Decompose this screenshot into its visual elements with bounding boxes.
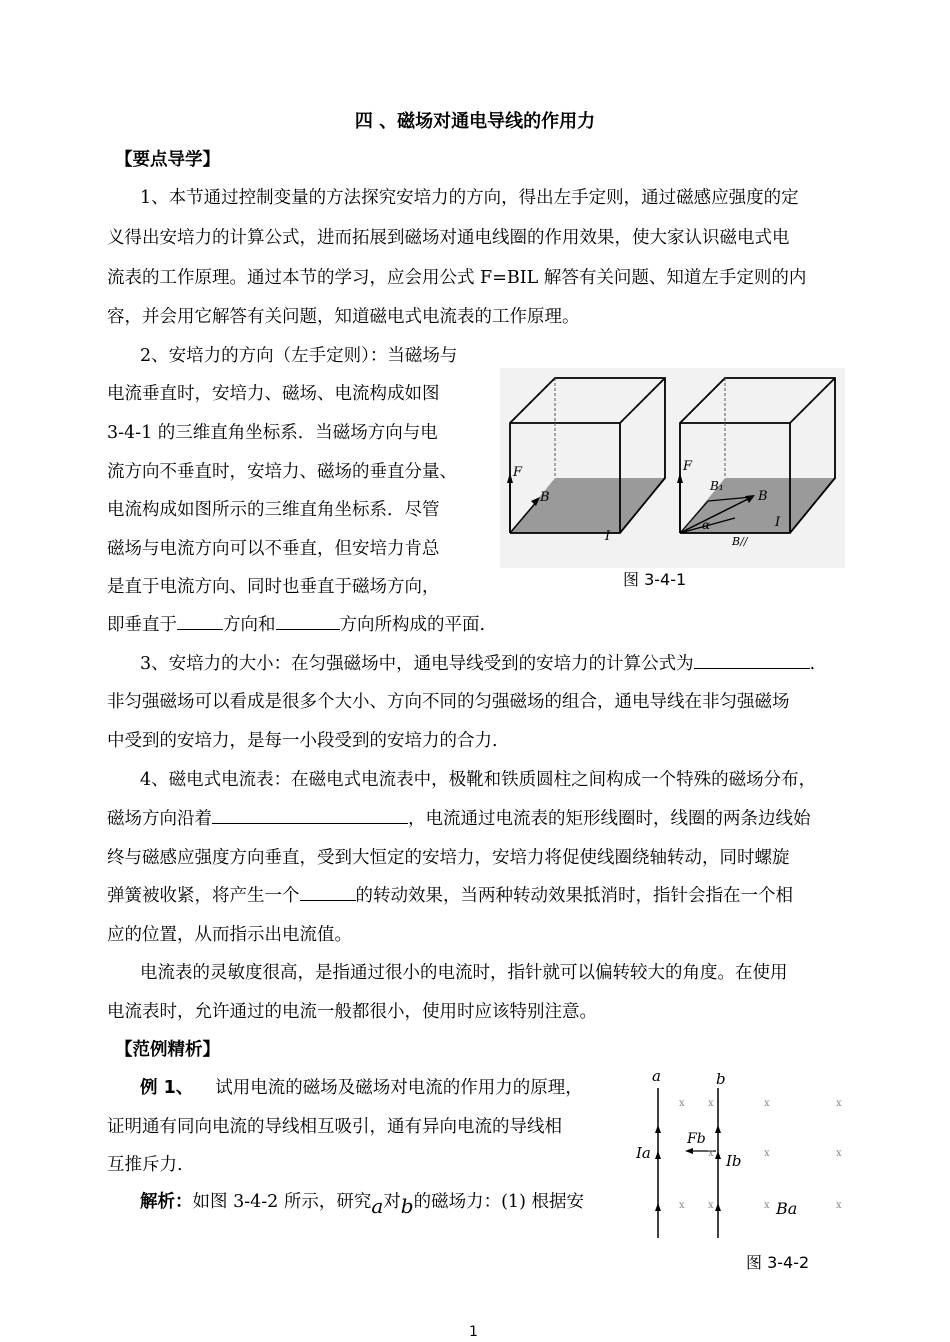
paragraph-line: 2、安培力的方向（左手定则）：当磁场与 [140, 346, 458, 366]
figure-caption: 图 3-4-1 [623, 570, 687, 589]
paragraph-line: 终与磁感应强度方向垂直，受到大恒定的安培力，安培力将促使线圈绕轴转动，同时螺旋 [107, 848, 790, 868]
current-label-Ia: Ia [636, 1144, 651, 1162]
paragraph-line: 非匀强磁场可以看成是很多个大小、方向不同的匀强磁场的组合，通电导线在非匀强磁场 [107, 692, 790, 712]
field-component-Bn: B// [732, 535, 748, 548]
svg-text:x: x [679, 1098, 685, 1109]
paragraph-line: 义得出安培力的计算公式，进而拓展到磁场对通电线圈的作用效果，使大家认识磁电式电 [107, 228, 790, 248]
paragraph-line: 容，并会用它解答有关问题，知道磁电式电流表的工作原理。 [107, 307, 580, 327]
paragraph-line: 是直于电流方向、同时也垂直于磁场方向， [107, 577, 440, 597]
figure-3-4-2 [630, 1068, 850, 1240]
force-label-Fb: Fb [687, 1131, 706, 1147]
field-label-B: B [758, 489, 768, 504]
solution-line: 解析：如图 3-4-2 所示，研究a对b的磁场力：(1) 根据安 [140, 1192, 584, 1218]
paragraph-line: 应的位置，从而指示出电流值。 [107, 925, 352, 945]
section-heading-examples: 【范例精析】 [115, 1040, 220, 1060]
current-label-I: I [605, 529, 611, 544]
field-component-B1: B₁ [710, 479, 724, 493]
paragraph-line: 3-4-1 的三维直角坐标系．当磁场方向与电 [107, 423, 438, 443]
svg-text:x: x [708, 1098, 714, 1109]
angle-alpha: α [702, 518, 711, 532]
section-heading-key-points: 【要点导学】 [115, 150, 220, 170]
paragraph-line-with-blank: 3、安培力的大小：在匀强磁场中，通电导线受到的安培力的计算公式为 . [140, 654, 816, 674]
svg-text:x: x [764, 1148, 770, 1159]
fill-blank[interactable] [212, 809, 408, 824]
svg-text:x: x [764, 1200, 770, 1211]
figure-caption: 图 3-4-2 [746, 1253, 810, 1272]
paragraph-line-with-blank: 弹簧被收紧，将产生一个 的转动效果，当两种转动效果抵消时，指针会指在一个相 [107, 886, 793, 906]
figure-3-4-1 [500, 368, 845, 568]
paragraph-line: 电流表时，允许通过的电流一般都很小，使用时应该特别注意。 [107, 1002, 597, 1022]
solution-label: 解析： [140, 1192, 193, 1212]
example-line: 互推斥力. [107, 1155, 183, 1175]
example-line: 例 1、 试用电流的磁场及磁场对电流的作用力的原理， [140, 1078, 583, 1098]
paragraph-line-with-blank: 磁场方向沿着 ，电流通过电流表的矩形线圈时，线圈的两条边线始 [107, 809, 811, 829]
svg-text:x: x [836, 1200, 842, 1211]
svg-text:x: x [679, 1200, 685, 1211]
page-title: 四 、磁场对通电导线的作用力 [354, 111, 596, 132]
field-label-B: B [540, 490, 550, 505]
page-number: 1 [469, 1324, 478, 1340]
fill-blank[interactable] [276, 615, 340, 630]
fill-blank[interactable] [694, 654, 810, 669]
current-label-Ib: Ib [726, 1152, 742, 1170]
force-label-F: F [513, 465, 523, 480]
example-label: 例 1、 [140, 1078, 194, 1098]
fill-blank[interactable] [300, 886, 356, 901]
paragraph-line: 4、磁电式电流表：在磁电式电流表中，极靴和铁质圆柱之间构成一个特殊的磁场分布， [140, 770, 817, 790]
svg-text:x: x [708, 1148, 714, 1159]
paragraph-line: 电流表的灵敏度很高，是指通过很小的电流时，指针就可以偏转较大的角度。在使用 [140, 963, 788, 983]
svg-text:x: x [764, 1098, 770, 1109]
svg-text:x: x [708, 1200, 714, 1211]
paragraph-line: 电流构成如图所示的三维直角坐标系．尽管 [107, 500, 440, 520]
field-label-Ba: Ba [776, 1199, 798, 1218]
paragraph-line: 流表的工作原理。通过本节的学习，应会用公式 F=BIL 解答有关问题、知道左手定则的内 [107, 268, 807, 288]
paragraph-line: 磁场与电流方向可以不垂直，但安培力肯总 [107, 539, 440, 559]
paragraph-line: 1、本节通过控制变量的方法探究安培力的方向，得出左手定则，通过磁感应强度的定 [140, 188, 799, 208]
paragraph-line: 电流垂直时，安培力、磁场、电流构成如图 [107, 384, 440, 404]
paragraph-line: 中受到的安培力，是每一小段受到的安培力的合力. [107, 731, 498, 751]
current-label-I: I [775, 515, 781, 530]
example-line: 证明通有同向电流的导线相互吸引，通有异向电流的导线相 [107, 1117, 562, 1137]
svg-text:x: x [836, 1148, 842, 1159]
fill-blank[interactable] [177, 615, 223, 630]
paragraph-line-with-blanks: 即垂直于 方向和 方向所构成的平面. [107, 615, 486, 635]
wire-label-a: a [652, 1068, 661, 1085]
paragraph-line: 流方向不垂直时，安培力、磁场的垂直分量、 [107, 462, 457, 482]
force-label-F: F [683, 459, 693, 474]
svg-text:x: x [836, 1098, 842, 1109]
wire-label-b: b [716, 1070, 726, 1088]
